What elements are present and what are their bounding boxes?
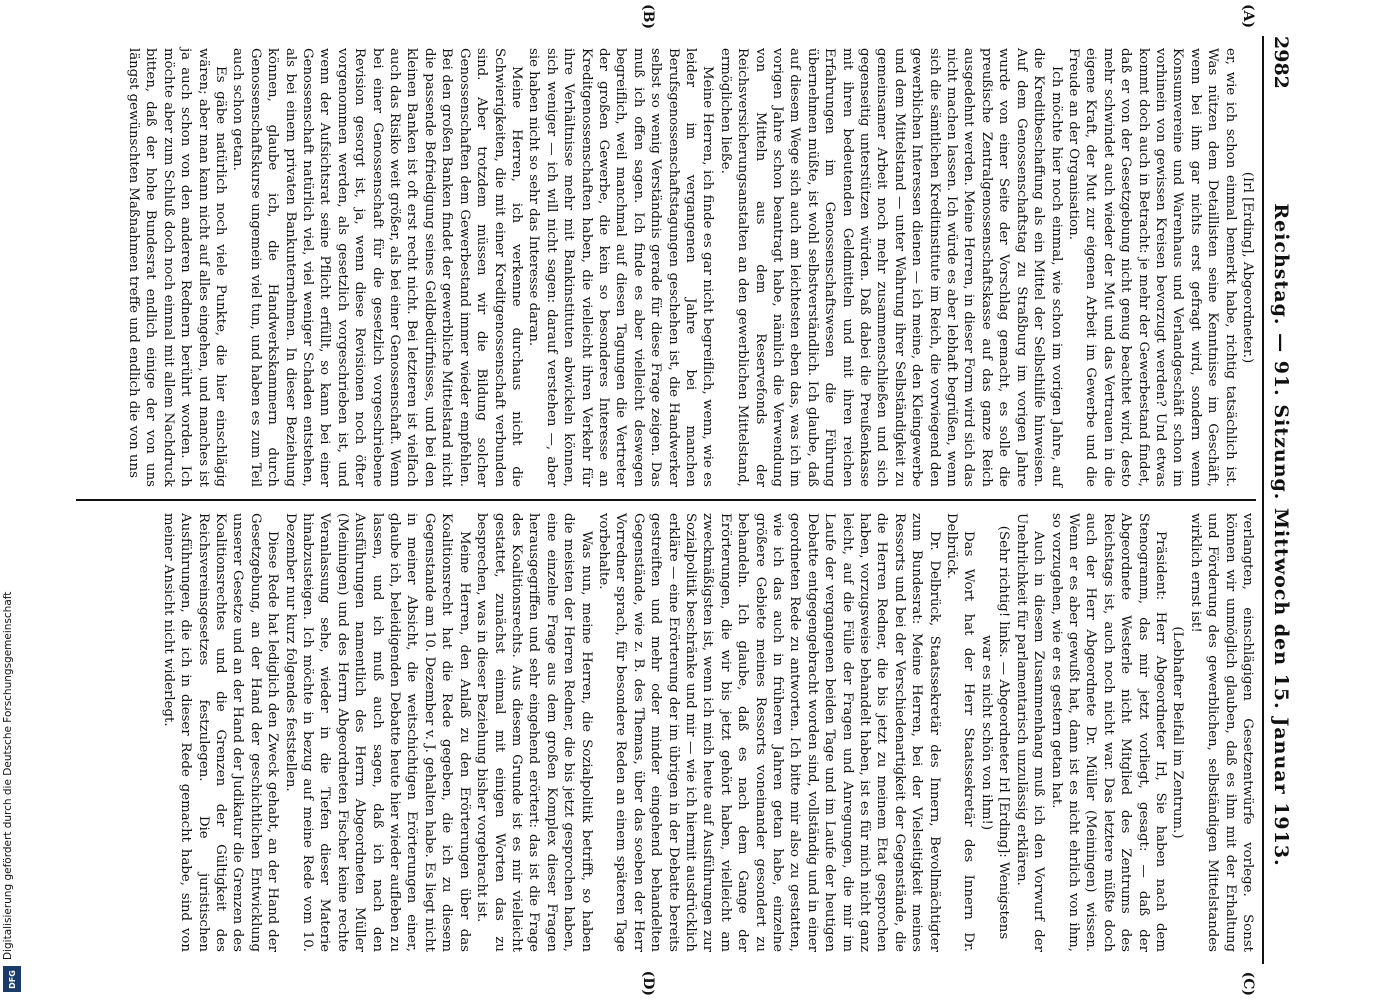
page-number: 2982	[1270, 36, 1292, 89]
column-left	[76, 4, 1256, 499]
page-header	[1262, 36, 1298, 964]
paragraph: Präsident: Herr Abgeordneter Irl, Sie haben nach dem Stenogramm, das mir jetzt vorliegt, gesagt: — daß der Abgeordnete Westerle nicht Mitglied des Zentrums des Reichstags ist, auch noch nicht war. Das letztere müßte doch auch der Herr Abgeordnete Dr. Müller (Meiningen) wissen. Wenn er es aber gewußt hat, dann ist es nicht ehrlich von ihm, so vorzugehen, wie er es gestern getan hat.	[1048, 513, 1168, 952]
paragraph: Diese Rede hat lediglich den Zweck gehabt, an der Hand der Gesetzgebung, an der Hand der geschichtlichen Entwicklung unserer Gesetze und an der Hand der Judikatur die Grenzen des Koalitionsrechtes und die Grenzen der Gültigkeit des Reichsvereinsgesetzes festzulegen. Die juristischen Ausführungen, die ich in dieser Rede gemacht habe, sind von meiner Ansicht nicht widerlegt.	[160, 513, 281, 952]
paragraph: er, wie ich schon einmal bemerkt habe, richtig tatsächlich ist. Was nützen dem Detaillisten seine Kenntnisse im Geschäft, wenn bei ihm gar nichts erst gefragt wird, sondern wenn Konsumvereine und Warenhaus und Verlandgeschäft schon im vorhinein von gewissen Kreisen bevorzugt werden? Und etwas kommt doch auch in Betracht: je mehr der Gewerbestand findet, daß er von der Gesetzgebung nicht genug beachtet wird, desto mehr schwindet auch wieder der Mut und das Vertrauen in die eigene Kraft, der Mut zur eigenen Arbeit im Gewerbe und die Freude an der Organisation.	[1065, 48, 1238, 487]
paragraph: Es gäbe natürlich noch viele Punkte, die hier einschlägig wären; aber man kann nicht auf alles eingehen, und manches ist ja auch schon von den anderen Rednern berührt worden. Ich möchte aber zum Schluß doch noch einmal mit allem Nachdruck bitten, daß der hohe Bundesrat endlich einige der von uns längst gewünschten Maßnahmen treffe und endlich die von uns	[126, 48, 229, 487]
paragraph: Ich möchte hier noch einmal, wie schon im vorigen Jahre, auf die Kreditbeschaffung als ein Mittel der Selbsthilfe hinweisen. Auf dem Genossenschaftstag zu Straßburg im vorigen Jahre wurde von einer Seite der Vorschlag gemacht, es solle die preußische Zentralgenossenschaftskasse auf das ganze Reich ausgedehnt werden. Meine Herren, in dieser Form wird sich das nicht machen lassen. Ich würde es aber lebhaft begrüßen, wenn sich die sämtlichen Kreditinstitute im Reich, die vorwiegend den gewerblichen Interessen dienen — ich meine, den Kleingewerbe und dem Mittelstand — unter Wahrung ihrer Selbständigkeit zu gemeinsamer Arbeit noch mehr zusammenschließen und sich gegenseitig unterstützen würden. Daß dabei die Preußenkasse mit ihren bedeutenden Geldmitteln und mit ihren reichen Erfahrungen im Genossenschaftswesen die Führung übernehmen müßte, ist wohl selbstverständlich. Ich glaube, daß auf diesem Wege sich auch am leichtesten eben das, was ich im vorigen Jahre schon beantragt habe, nämlich die Verwendung von Mitteln aus dem Reservefonds der Reichsversicherungsanstalten an den gewerblichen Mittelstand, ermöglichen ließe.	[717, 48, 1064, 487]
dfg-logo-text: DFG	[7, 969, 17, 989]
dfg-logo	[3, 966, 21, 992]
newspaper-page	[68, 0, 1298, 1000]
paragraph: Dr. Delbrück, Staatssekretär des Innern, Bevollmächtigter zum Bundesrat: Meine Herren, bei der Vielseitigkeit meines Ressorts und bei der Verschiedenartigkeit der Gegenstände, die die Herren Redner, die bis jetzt zu meinem Etat gesprochen haben, vorzugsweise behandelt haben, ist es für mich nicht ganz leicht, auf die Fülle der Fragen und Anregungen, die mir im Laufe der vergangenen beiden Tage und im Laufe der heutigen Debatte entgegengebracht worden sind, vollständig und in einer geordneten Rede zu antworten. Ich bitte mir also zu gestatten, wie ich das auch in früheren Jahren getan habe, einzelne größere Gebiete meines Ressorts voneinander gesondert zu behandeln. Ich glaube, daß es nach dem Gange der Erörterungen, die wir bis jetzt gehört haben, vielleicht am zweckmäßigsten ist, wenn ich mich heute auf Ausführungen zur Sozialpolitik beschränke und mir — wie ich hiermit ausdrücklich erkläre — eine Erörterung der im übrigen in der Debatte bereits gestreiften und mehr oder minder eingehend behandelten Gegenstände, wie z. B. des Themas, über das soeben der Herr Vorredner sprach, für besondere Reden an einem späteren Tage vorbehalte.	[595, 513, 942, 952]
interjection-note: (Sehr richtig! links. — Abgeordneter Irl [Erding]: Wenigstens war es nicht schön von ihm!)	[978, 525, 1012, 940]
paragraph: Meine Herren, ich verkenne durchaus nicht die Schwierigkeiten, die mit einer Kreditgenossenschaft verbunden sind. Aber trotzdem müssen wir die Bildung solcher Genossenschaften dem Gewerbestand immer wieder empfehlen. Bei den großen Banken findet der gewerbliche Mittelstand nicht die passende Befriedigung seines Geldbedürfnisses, und bei den kleinen Banken ist oft erst recht nicht. Bei letzteren ist vielfach auch das Risiko weit größer, als bei einer Genossenschaft. Wenn bei einer Genossenschaft für die gesetzlich vorgeschriebene Revision gesorgt ist, ja, wenn diese Revisionen noch öfter vorgenommen werden, als gesetzlich vorgeschrieben ist, und wenn der Aufsichtsrat seine Pflicht erfüllt, so kann bei einer Genossenschaft natürlich viel, viel weniger Schaden entstehen, als bei einem privaten Bankunternehmen. In dieser Beziehung können, glaube ich, die Handwerkskammern durch Genossenschaftskurse ungemein viel tun, und haben es zum Teil auch schon getan.	[230, 48, 524, 487]
paragraph: Das Wort hat der Herr Staatssekretär des Innern Dr. Delbrück.	[944, 513, 977, 952]
paragraph: Meine Herren, den Anlaß zu den Erörterungen über das Koalitionsrecht hat die Rede gegeben, die ich zu diesem Gegenstande am 10. Dezember v. J. gehalten habe. Es liegt nicht in meiner Absicht, die weitschichtigen Erörterungen einer, glaube ich, beleidigenden Debatte heute hier wieder aufleben zu lassen, und ich muß auch sagen, daß ich nach den Ausführungen namentlich des Herrn Abgeordneten Müller (Meiningen) und des Herrn Abgeordneten Fischer keine rechte Veranlassung sehe, wieder in die Tiefen dieser Materie hinabzusteigen. Ich möchte in bezug auf meine Rede vom 10. Dezember nur kurz folgendes feststellen.	[282, 513, 472, 952]
funding-note: Digitalisierung gefördert durch die Deutsche Forschungsgemeinschaft	[2, 591, 14, 960]
margin-mark-d: (D)	[640, 970, 656, 996]
paragraph: Was nun, meine Herren, die Sozialpolitik betrifft, so haben die meisten der Herren Redner, die bis jetzt gesprochen haben, eine einzelne Frage aus dem großen Komplex dieser Fragen herausgegriffen und sehr eingehend erörtert: das ist die Frage des Koalitionsrechts. Aus diesem Grunde ist es mir vielleicht gestattet, zunächst einmal mit einigen Worten das zu besprechen, was in dieser Beziehung bisher vorgebracht ist.	[474, 513, 594, 952]
column-right	[76, 499, 1256, 996]
page-title: Reichstag. — 91. Sitzung. Mittwoch den 15. Januar 1913.	[1270, 203, 1292, 867]
speaker-line: (Irl [Erding], Abgeordneter.)	[1240, 171, 1255, 364]
paragraph: Meine Herren, ich finde es gar nicht begreiflich, wenn, wie es leider im vergangenen Jahre bei manchen Berufsgenossenschaftstagungen geschehen ist, die Handwerker selbst so wenig Verständnis gerade für diese Frage zeigen. Das muß ich offen sagen. Ich finde es aber vielleicht deswegen begreiflich, weil manchmal auf diesen Tagungen die Vertreter der großen Gewerbe, die kein so besonderes Interesse an Kreditgenossenschaften haben, die vielleicht ihren Verkehr für ihre Verhältnisse mehr mit Bankinstituten abwickeln können, sich weniger — ich will nicht sagen: darauf verstehen —, aber sie haben nicht so sehr das Interesse daran.	[526, 48, 716, 487]
margin-mark-c: (C)	[1240, 971, 1256, 996]
paragraph: verlangten, einschlägigen Gesetzentwürfe vorlege. Sonst können wir unmöglich glauben, daß es ihm mit der Erhaltung und Förderung des gewerblichen, selbständigen Mittelstandes wirklich ernst ist!	[1187, 513, 1255, 952]
funding-sidebar	[0, 0, 26, 1000]
applause-note: (Lebhafter Beifall im Zentrum.)	[1170, 626, 1186, 839]
margin-mark-b: (B)	[640, 4, 656, 30]
margin-mark-a: (A)	[1240, 4, 1256, 29]
paragraph: Auch in diesem Zusammenhang muß ich den Vorwurf der Unehrlichkeit für parlamentarisch unzulässig erklären.	[1013, 513, 1047, 952]
text-columns	[76, 4, 1256, 996]
